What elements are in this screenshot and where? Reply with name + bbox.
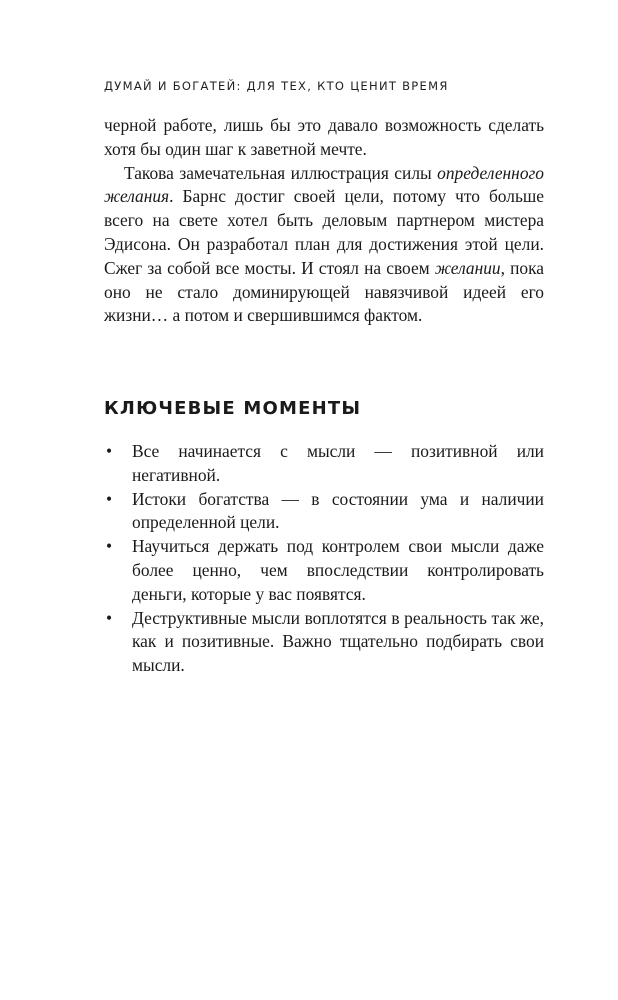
list-item-text: Все начинается с мысли — позитивной или негативной. <box>132 441 544 485</box>
paragraph-barnes-part-3: , пока оно не стало доминирующей навязчивой идеей его жизни… а потом и свершившимся фактом. <box>104 257 544 326</box>
bullet-icon: • <box>106 488 113 509</box>
list-item <box>104 535 544 606</box>
bullet-icon: • <box>106 536 113 557</box>
emphasis-definite-desire: определенного желания <box>104 162 544 207</box>
paragraph-continuation: черной работе, лишь бы это давало возможность сделать хотя бы один шаг к заветной мечте. <box>104 115 544 159</box>
bullet-icon: • <box>106 607 113 628</box>
section-title-key-moments: КЛЮЧЕВЫЕ МОМЕНТЫ <box>104 398 362 419</box>
paragraph-barnes <box>104 162 544 329</box>
emphasis-desire: желании <box>434 257 501 278</box>
body-text <box>104 114 544 328</box>
paragraph-barnes-part-1: Такова замечательная иллюстрация силы <box>124 162 438 183</box>
list-item-text: Истоки богатства — в состоянии ума и наличии определенной цели. <box>132 488 544 533</box>
bullet-icon: • <box>106 441 113 461</box>
list-item <box>104 607 544 678</box>
paragraph-barnes-part-2: . Барнс достиг своей цели, потому что больше всего на свете хотел быть деловым партнером мистера Эдисона. Он разработал план для достижения этой цели. Сжег за собой все мосты. И стоял на своем <box>104 186 544 278</box>
list-item-text: Научиться держать под контролем свои мысли даже более ценно, чем впоследствии контролировать деньги, которые у вас появятся. <box>132 536 544 604</box>
list-item <box>104 488 544 536</box>
key-points-list <box>104 440 544 678</box>
list-item-text: Деструктивные мысли воплотятся в реальность так же, как и позитивные. Важно тщательно подбирать свои мысли. <box>132 607 544 676</box>
list-item <box>104 440 544 488</box>
running-header: ДУМАЙ И БОГАТЕЙ: ДЛЯ ТЕХ, КТО ЦЕНИТ ВРЕМЯ <box>104 79 449 93</box>
